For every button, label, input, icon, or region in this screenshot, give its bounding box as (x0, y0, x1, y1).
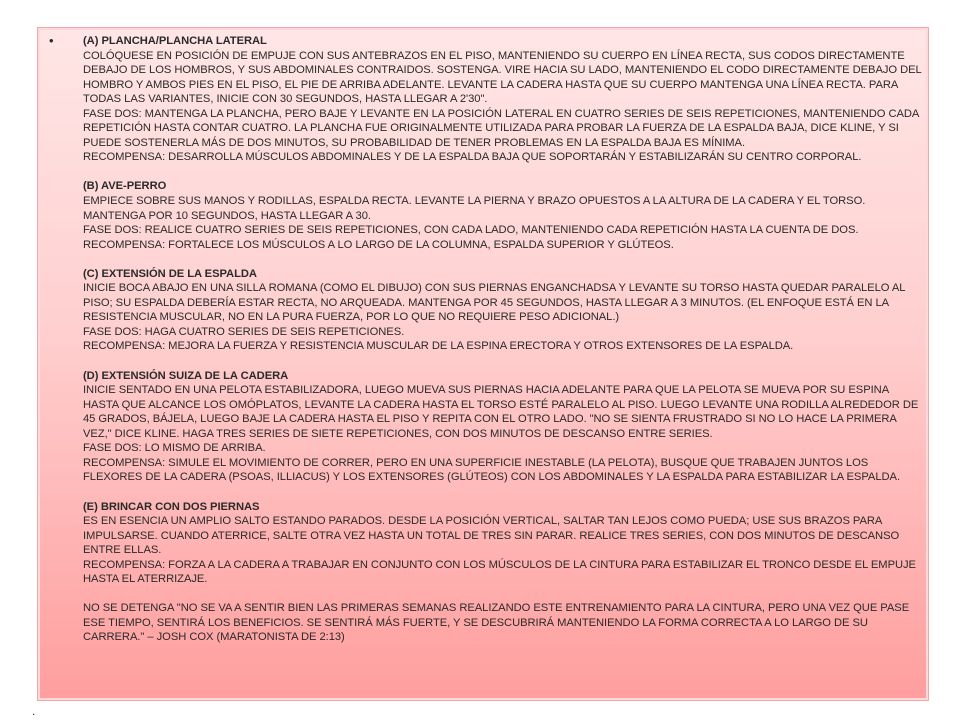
section-heading: (E) BRINCAR CON DOS PIERNAS (83, 500, 260, 513)
section-heading: (C) EXTENSIÓN DE LA ESPALDA (83, 267, 257, 280)
exercise-text (83, 34, 923, 660)
section-paragraph: INICIE BOCA ABAJO EN UNA SILLA ROMANA (COMO EL DIBUJO) CON SUS PIERNAS ENGANCHADSA Y LEVANTE SU TORSO HASTA QUEDAR PARALELO AL PISO; SU ESPALDA DEBERÍA ESTAR RECTA, NO ARQUEADA. MANTENGA POR 45 SEGUNDOS, HASTA LLEGAR A 3 MINUTOS. (EL ENFOQUE ESTÁ EN LA RESISTENCIA MUSCULAR, NO EN LA PURA FUERZA, POR LO QUE NO REQUIERE PESO ADICIONAL.) (83, 282, 906, 324)
section-extension-espalda (83, 267, 923, 354)
closing-quote-text: NO SE DETENGA "NO SE VA A SENTIR BIEN LAS PRIMERAS SEMANAS REALIZANDO ESTE ENTRENAMIENTO PARA LA CINTURA, PERO UNA VEZ QUE PASE ESE TIEMPO, SENTIRÁ LOS BENEFICIOS. SE SENTIRÁ MÁS FUERTE, Y SE DESCUBRIRÁ MANTENIENDO LA FORMA CORRECTA A LO LARGO DE SU CARRERA." – JOSH COX (MARATONISTA DE 2:13) (83, 602, 910, 644)
section-paragraph: FASE DOS: REALICE CUATRO SERIES DE SEIS REPETICIONES, CON CADA LADO, MANTENIENDO CADA REPETICIÓN HASTA LA CUENTA DE DOS. (83, 224, 859, 237)
section-paragraph: EMPIECE SOBRE SUS MANOS Y RODILLAS, ESPALDA RECTA. LEVANTE LA PIERNA Y BRAZO OPUESTOS A LA ALTURA DE LA CADERA Y EL TORSO. MANTENGA POR 10 SEGUNDOS, HASTA LLEGAR A 30. (83, 195, 866, 222)
section-paragraph: ES EN ESENCIA UN AMPLIO SALTO ESTANDO PARADOS. DESDE LA POSICIÓN VERTICAL, SALTAR TAN LEJOS COMO PUEDA; USE SUS BRAZOS PARA IMPULSARSE. CUANDO ATERRICE, SALTE OTRA VEZ HASTA UN TOTAL DE TRES SIN PARAR. REALICE TRES SERIES, CON DOS MINUTOS DE DESCANSO ENTRE ELLAS. (83, 515, 900, 557)
section-plancha (83, 34, 923, 165)
section-paragraph: RECOMPENSA: MEJORA LA FUERZA Y RESISTENCIA MUSCULAR DE LA ESPINA ERECTORA Y OTROS EXTENSORES DE LA ESPALDA. (83, 340, 794, 353)
section-extension-suiza (83, 369, 923, 485)
section-paragraph: FASE DOS: HAGA CUATRO SERIES DE SEIS REPETICIONES. (83, 325, 405, 338)
bullet-point: • (49, 33, 54, 48)
section-paragraph: COLÓQUESE EN POSICIÓN DE EMPUJE CON SUS ANTEBRAZOS EN EL PISO, MANTENIENDO SU CUERPO EN LÍNEA RECTA, SUS CODOS DIRECTAMENTE DEBAJO DE LOS HOMBROS, Y SUS ABDOMINALES CONTRAIDOS. SOSTENGA. VIRE HACIA SU LADO, MANTENIENDO EL CODO DIRECTAMENTE DEBAJO DEL HOMBRO Y AMBOS PIES EN EL PISO, EL PIE DE ARRIBA ADELANTE. LEVANTE LA CADERA HASTA QUE SU CUERPO MANTENGA UNA LÍNEA RECTA. PARA TODAS LAS VARIANTES, INICIE CON 30 SEGUNDOS, HASTA LLEGAR A 2'30". (83, 49, 922, 106)
section-heading: (D) EXTENSIÓN SUIZA DE LA CADERA (83, 369, 289, 382)
section-ave-perro (83, 179, 923, 252)
section-paragraph: FASE DOS: LO MISMO DE ARRIBA. (83, 442, 266, 455)
section-paragraph: FASE DOS: MANTENGA LA PLANCHA, PERO BAJE Y LEVANTE EN LA POSICIÓN LATERAL EN CUATRO SERIES DE SEIS REPETICIONES, MANTENIENDO CADA REPETICIÓN HASTA CONTAR CUATRO. LA PLANCHA FUE ORIGINALMENTE UTILIZADA PARA PROBAR LA FUERZA DE LA ESPALDA BAJA, DICE KLINE, Y SI PUEDE SOSTENERLA MÁS DE DOS MINUTOS, SU PROBABILIDAD DE TENER PROBLEMAS EN LA ESPALDA BAJA ES MÍNIMA. (83, 107, 919, 149)
section-paragraph: RECOMPENSA: DESARROLLA MÚSCULOS ABDOMINALES Y DE LA ESPALDA BAJA QUE SOPORTARÁN Y ESTABILIZARÁN SU CENTRO CORPORAL. (83, 151, 862, 164)
closing-quote (83, 601, 923, 645)
section-paragraph: INICIE SENTADO EN UNA PELOTA ESTABILIZADORA, LUEGO MUEVA SUS PIERNAS HACIA ADELANTE PARA QUE LA PELOTA SE MUEVA POR SU ESPINA HASTA QUE ALCANCE LOS OMÓPLATOS, LEVANTE LA CADERA HASTA EL TORSO ESTÉ PARALELO AL PISO. LUEGO LEVANTE UNA RODILLA ALREDEDOR DE 45 GRADOS, BÁJELA, LUEGO BAJE LA CADERA HASTA EL PISO Y REPITA CON EL OTRO LADO. "NO SE SIENTA FRUSTRADO SI NO LO HACE LA PRIMERA VEZ," DICE KLINE. HAGA TRES SERIES DE SIETE REPETICIONES, CON DOS MINUTOS DE DESCANSO ENTRE SERIES. (83, 384, 919, 440)
section-heading: (A) PLANCHA/PLANCHA LATERAL (83, 35, 267, 47)
section-paragraph: RECOMPENSA: FORTALECE LOS MÚSCULOS A LO LARGO DE LA COLUMNA, ESPALDA SUPERIOR Y GLÚTEOS. (83, 238, 674, 251)
section-brincar (83, 500, 923, 587)
section-paragraph: RECOMPENSA: SIMULE EL MOVIMIENTO DE CORRER, PERO EN UNA SUPERFICIE INESTABLE (LA PELOTA), BUSQUE QUE TRABAJEN JUNTOS LOS FLEXORES DE LA CADERA (PSOAS, ILLIACUS) Y LOS EXTENSORES (GLÚTEOS) CON LOS ABDOMINALES Y LA ESPALDA PARA ESTABILIZAR LA ESPALDA. (83, 456, 900, 484)
section-heading: (B) AVE-PERRO (83, 180, 167, 193)
section-paragraph: RECOMPENSA: FORZA A LA CADERA A TRABAJAR EN CONJUNTO CON LOS MÚSCULOS DE LA CINTURA PARA ESTABILIZAR EL TRONCO DESDE EL EMPUJE HASTA EL ATERRIZAJE. (83, 558, 916, 586)
stray-bullet-mark: . (32, 704, 36, 718)
